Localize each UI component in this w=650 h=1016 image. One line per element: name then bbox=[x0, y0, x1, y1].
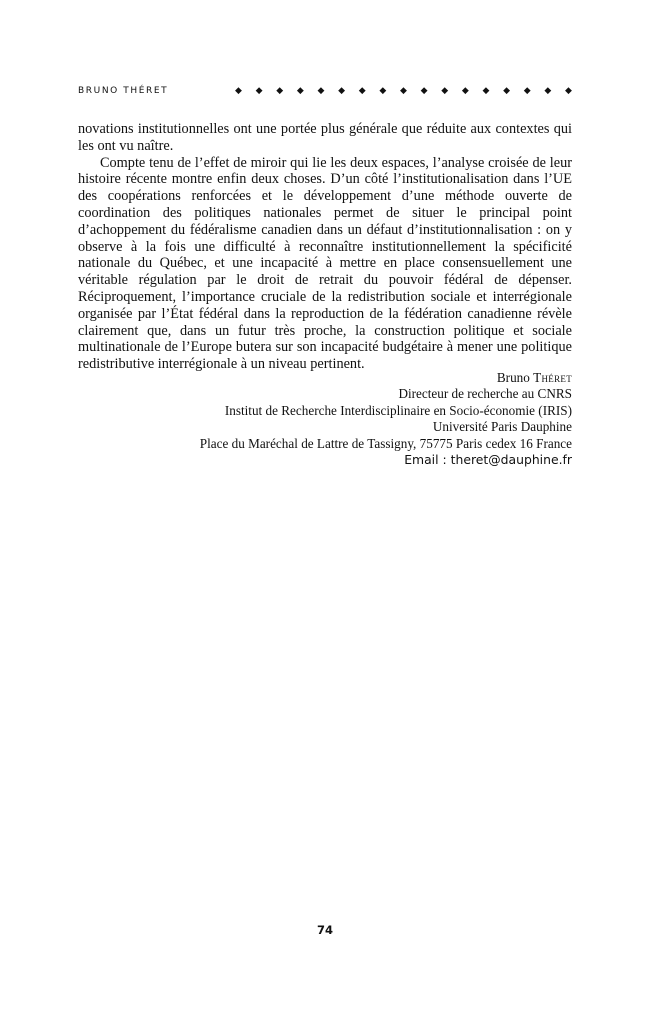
page-number: 74 bbox=[316, 923, 333, 937]
author-first-name: Bruno bbox=[496, 370, 530, 385]
diamond-icon: ◆ bbox=[235, 86, 242, 96]
diamond-icon: ◆ bbox=[482, 86, 490, 96]
diamond-icon: ◆ bbox=[338, 86, 346, 96]
author-university: Université Paris Dauphine bbox=[432, 419, 572, 435]
diamond-icon: ◆ bbox=[255, 86, 263, 96]
diamond-icon: ◆ bbox=[461, 86, 469, 96]
paragraph: Compte tenu de l’effet de miroir qui lie les deux espaces, l’analyse croisée de leur histoire récente montre enfin deux choses. D’un côté l’institutionalisation dans l’UE des coopérations renforcées et le développement d’une méthode ouverte de coordination des politiques nationales permet de situer le principal point d’achoppement du fédéralisme canadien dans un défaut d’institutionnalisation : on y observe à la fois une difficulté à reconnaître institutionnellement la spécificité nationale du Québec, et une incapacité à mettre en place consensuellement une véritable régulation par le droit de retrait du pouvoir fédéral de dépenser. Réciproquement, l’importance cruciale de la redistribution sociale et interrégionale organisée par l’État fédéral dans la reproduction de la fédération canadienne révèle clairement que, dans un futur très proche, la construction politique et sociale multinationale de l’Europe butera sur son incapacité budgétaire à mener une politique redistributive interrégionale à un niveau pertinent. bbox=[78, 154, 572, 373]
diamond-icon: ◆ bbox=[523, 86, 531, 96]
diamond-icon: ◆ bbox=[565, 86, 572, 96]
author-name bbox=[78, 370, 572, 386]
author-signature-block bbox=[78, 370, 572, 468]
diamond-icon: ◆ bbox=[503, 86, 511, 96]
running-head-ornament bbox=[235, 84, 572, 98]
diamond-icon: ◆ bbox=[317, 86, 325, 96]
diamond-icon: ◆ bbox=[276, 86, 284, 96]
diamond-icon: ◆ bbox=[400, 86, 407, 96]
author-surname: Théret bbox=[533, 370, 572, 385]
running-head bbox=[78, 84, 572, 100]
diamond-icon: ◆ bbox=[420, 86, 428, 96]
author-position: Directeur de recherche au CNRS bbox=[398, 386, 572, 402]
paragraph: novations institutionnelles ont une portée plus générale que réduite aux contextes qui les ont vu naître. bbox=[78, 121, 572, 154]
diamond-icon: ◆ bbox=[358, 86, 366, 96]
diamond-icon: ◆ bbox=[441, 86, 449, 96]
author-address: Place du Maréchal de Lattre de Tassigny, 75775 Paris cedex 16 France bbox=[199, 435, 572, 451]
author-institute: Institut de Recherche Interdisciplinaire en Socio-économie (IRIS) bbox=[224, 402, 572, 418]
body-text bbox=[78, 121, 572, 373]
diamond-icon: ◆ bbox=[379, 86, 387, 96]
author-email: Email : theret@dauphine.fr bbox=[404, 452, 572, 468]
running-head-author: BRUNO THÉRET bbox=[78, 86, 169, 96]
diamond-icon: ◆ bbox=[544, 86, 552, 96]
diamond-icon: ◆ bbox=[296, 86, 304, 96]
